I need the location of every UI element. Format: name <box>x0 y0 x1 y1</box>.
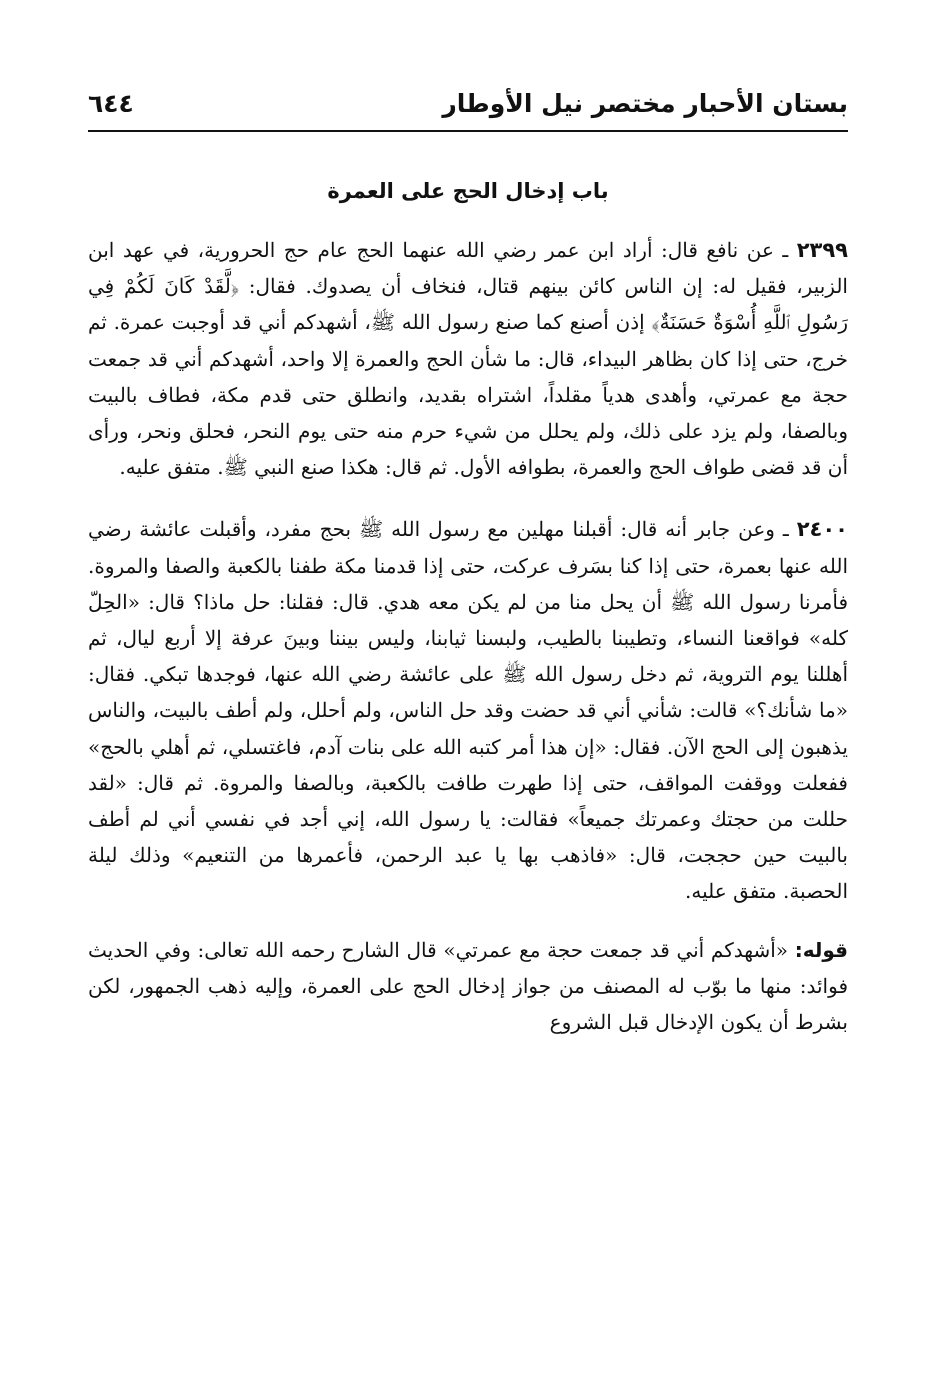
header-divider <box>88 130 848 132</box>
chapter-title: باب إدخال الحج على العمرة <box>327 179 609 203</box>
commentary-text: «أشهدكم أني قد جمعت حجة مع عمرتي» قال الشارح رحمه الله تعالى: وفي الحديث فوائد: منها ما بوّب له المصنف من جواز إدخال الحج على العمرة، وإليه ذهب الجمهور، لكن بشرط أن يكون الإدخال قبل الشروع <box>88 937 848 1035</box>
commentary-label: قوله: <box>794 937 848 962</box>
commentary-paragraph <box>88 932 848 1041</box>
book-title: بستان الأحبار مختصر نيل الأوطار <box>442 89 848 118</box>
book-page <box>88 86 848 1376</box>
page-number: ٦٤٤ <box>88 89 134 118</box>
hadith-text: ـ عن نافع قال: أراد ابن عمر رضي الله عنهما الحج عام حج الحرورية، في عهد ابن الزبير، فقيل له: إن الناس كائن بينهم قتال، فنخاف أن يصدوك. فقال: ﴿لَّقَدْ كَانَ لَكُمْ فِي رَسُولِ ٱللَّهِ أُسْوَةٌ حَسَنَةٌ﴾ إذن أصنع كما صنع رسول الله ﷺ، أشهدكم أني قد أوجبت عمرة. ثم خرج، حتى إذا كان بظاهر البيداء، قال: ما شأن الحج والعمرة إلا واحد، أشهدكم أني قد جمعت حجة مع عمرتي، وأهدى هدياً مقلداً، اشتراه بقديد، وانطلق حتى قدم مكة، فطاف بالبيت وبالصفا، ولم يزد على ذلك، ولم يحلل من شيء حرم منه حتى يوم النحر، فحلق ونحر، ورأى أن قد قضى طواف الحج والعمرة، بطوافه الأول. ثم قال: هكذا صنع النبي ﷺ. متفق عليه. <box>88 238 848 480</box>
hadith-number: ٢٤٠٠ <box>796 517 849 542</box>
hadith-text: ـ وعن جابر أنه قال: أقبلنا مهلين مع رسول الله ﷺ بحج مفرد، وأقبلت عائشة رضي الله عنها بعمرة، حتى إذا كنا بسَرف عركت، حتى إذا قدمنا مكة طفنا بالكعبة والصفا والمروة. فأمرنا رسول الله ﷺ أن يحل منا من لم يكن معه هدي. قال: فقلنا: حل ماذا؟ قال: «الحِلّ كله» فواقعنا النساء، وتطيبنا بالطيب، ولبسنا ثيابنا، وليس بيننا وبينَ عرفة إلا أربع ليال، ثم أهللنا يوم التروية، ثم دخل رسول الله ﷺ على عائشة رضي الله عنها، فوجدها تبكي. فقال: «ما شأنك؟» قالت: شأني أني قد حضت وقد حل الناس، ولم أحلل، ولم أطف بالبيت، والناس يذهبون إلى الحج الآن. فقال: «إن هذا أمر كتبه الله على بنات آدم، فاغتسلي، ثم أهلي بالحج» ففعلت ووقفت المواقف، حتى إذا طهرت طافت بالكعبة، وبالصفا والمروة. ثم قال: «لقد حللت من حجتك وعمرتك جميعاً» فقالت: يا رسول الله، إني أجد في نفسي أني لم أطف بالبيت حين حججت، قال: «فاذهب بها يا عبد الرحمن، فأعمرها من التنعيم» وذلك ليلة الحصبة. متفق عليه. <box>88 517 848 904</box>
running-header <box>88 86 848 128</box>
hadith-2399 <box>88 232 848 485</box>
hadith-number: ٢٣٩٩ <box>796 238 848 262</box>
hadith-2400 <box>88 511 848 909</box>
